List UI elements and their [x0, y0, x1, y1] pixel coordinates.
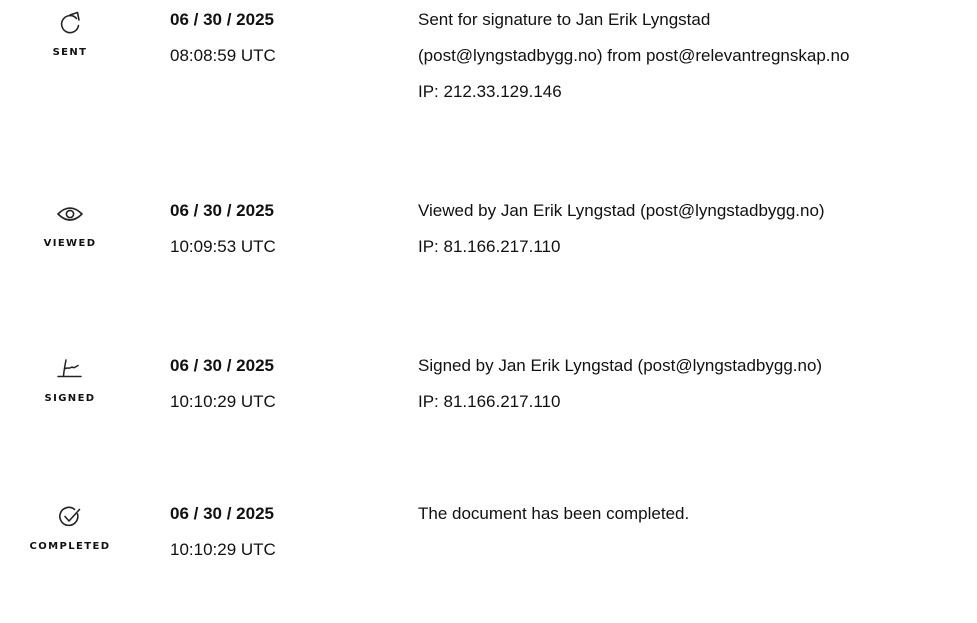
status-label: SENT — [52, 47, 88, 58]
status-label: VIEWED — [43, 238, 97, 249]
audit-event-sent — [0, 9, 977, 129]
detail-line: Viewed by Jan Erik Lyngstad (post@lyngstadbygg.no) — [418, 201, 825, 220]
audit-event-completed — [0, 503, 977, 623]
signature-icon — [20, 355, 120, 383]
status-label: COMPLETED — [29, 541, 111, 552]
detail-line: The document has been completed. — [418, 504, 690, 523]
detail-line: Sent for signature to Jan Erik Lyngstad — [418, 10, 711, 29]
detail-line: IP: 81.166.217.110 — [418, 392, 561, 411]
event-date: 06 / 30 / 2025 — [170, 10, 274, 29]
detail-line: IP: 212.33.129.146 — [418, 82, 562, 101]
event-date: 06 / 30 / 2025 — [170, 504, 274, 523]
audit-event-signed — [0, 355, 977, 475]
detail-line: Signed by Jan Erik Lyngstad (post@lyngstadbygg.no) — [418, 356, 823, 375]
event-details — [418, 355, 973, 427]
event-time: 08:08:59 UTC — [170, 46, 276, 65]
status-label: SIGNED — [44, 393, 96, 404]
event-details — [418, 9, 973, 117]
event-details — [418, 200, 973, 272]
event-details — [418, 503, 973, 539]
event-date: 06 / 30 / 2025 — [170, 201, 274, 220]
eye-icon — [20, 200, 120, 228]
sent-arrow-icon — [20, 9, 120, 37]
detail-line: (post@lyngstadbygg.no) from post@relevantregnskap.no — [418, 46, 850, 65]
event-time: 10:09:53 UTC — [170, 237, 276, 256]
check-circle-icon — [20, 503, 120, 531]
event-time: 10:10:29 UTC — [170, 392, 276, 411]
detail-line: IP: 81.166.217.110 — [418, 237, 561, 256]
audit-event-viewed — [0, 200, 977, 320]
event-time: 10:10:29 UTC — [170, 540, 276, 559]
event-date: 06 / 30 / 2025 — [170, 356, 274, 375]
